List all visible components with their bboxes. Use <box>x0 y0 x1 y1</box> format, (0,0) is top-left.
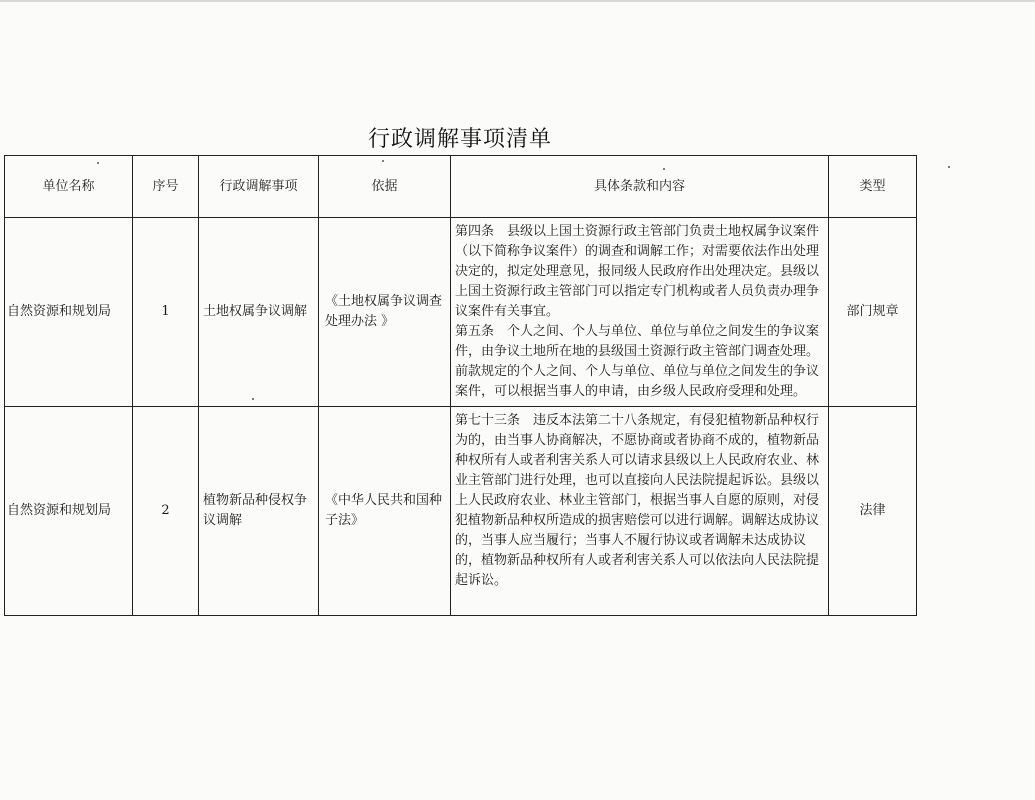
cell-seq: 2 <box>133 407 199 616</box>
header-content: 具体条款和内容 <box>451 156 829 218</box>
scan-speck <box>382 160 384 162</box>
scan-speck <box>948 166 950 168</box>
clause-paragraph: 第七十三条 违反本法第二十八条规定，有侵犯植物新品种权行为的，由当事人协商解决，不愿协商或者协商不成的，植物新品种权所有人或者利害关系人可以请求县级以上人民政府农业、林业主管部门进行处理，也可以直接向人民法院提起诉讼。县级以上人民政府农业、林业主管部门，根据当事人自愿的原则，对侵犯植物新品种权所造成的损害赔偿可以进行调解。调解达成协议的，当事人应当履行；当事人不履行协议或者调解未达成协议的，植物新品种权所有人或者利害关系人可以依法向人民法院提起诉讼。 <box>455 413 820 588</box>
scan-speck <box>97 162 99 164</box>
cell-item: 土地权属争议调解 <box>199 218 319 407</box>
cell-item: 植物新品种侵权争议调解 <box>199 407 319 616</box>
mediation-table <box>4 155 917 616</box>
scan-speck <box>663 168 665 170</box>
cell-basis <box>319 218 451 407</box>
cell-unit: 自然资源和规划局 <box>5 218 133 407</box>
header-seq: 序号 <box>133 156 199 218</box>
cell-type: 法律 <box>829 407 917 616</box>
table-row <box>5 218 917 407</box>
cell-type: 部门规章 <box>829 218 917 407</box>
basis-text: 《土地权属争议调查处理办法 》 <box>325 294 443 329</box>
basis-text: 《中华人民共和国种子法》 <box>325 493 443 528</box>
cell-basis <box>319 407 451 616</box>
cell-content <box>451 218 829 407</box>
document-title: 行政调解事项清单 <box>368 127 553 152</box>
cell-content <box>451 407 829 616</box>
header-item: 行政调解事项 <box>199 156 319 218</box>
clause-paragraph: 第四条 县级以上国土资源行政主管部门负责土地权属争议案件（以下简称争议案件）的调查和调解工作；对需要依法作出处理决定的，拟定处理意见，报同级人民政府作出处理决定。县级以上国土资源行政主管部门可以指定专门机构或者人员负责办理争议案件有关事宜。 <box>455 224 820 319</box>
table-row <box>5 407 917 616</box>
header-type: 类型 <box>829 156 917 218</box>
clause-paragraph: 第五条 个人之间、个人与单位、单位与单位之间发生的争议案件，由争议土地所在地的县级国土资源行政主管部门调查处理。 前款规定的个人之间、个人与单位、单位与单位之间发生的争议案件，可以根据当事人的申请，由乡级人民政府受理和处理。 <box>455 324 820 399</box>
cell-seq: 1 <box>133 218 199 407</box>
header-row <box>5 156 917 218</box>
header-unit: 单位名称 <box>5 156 133 218</box>
cell-unit: 自然资源和规划局 <box>5 407 133 616</box>
scan-edge <box>0 0 1035 2</box>
header-basis: 依据 <box>319 156 451 218</box>
scan-speck <box>252 398 254 400</box>
